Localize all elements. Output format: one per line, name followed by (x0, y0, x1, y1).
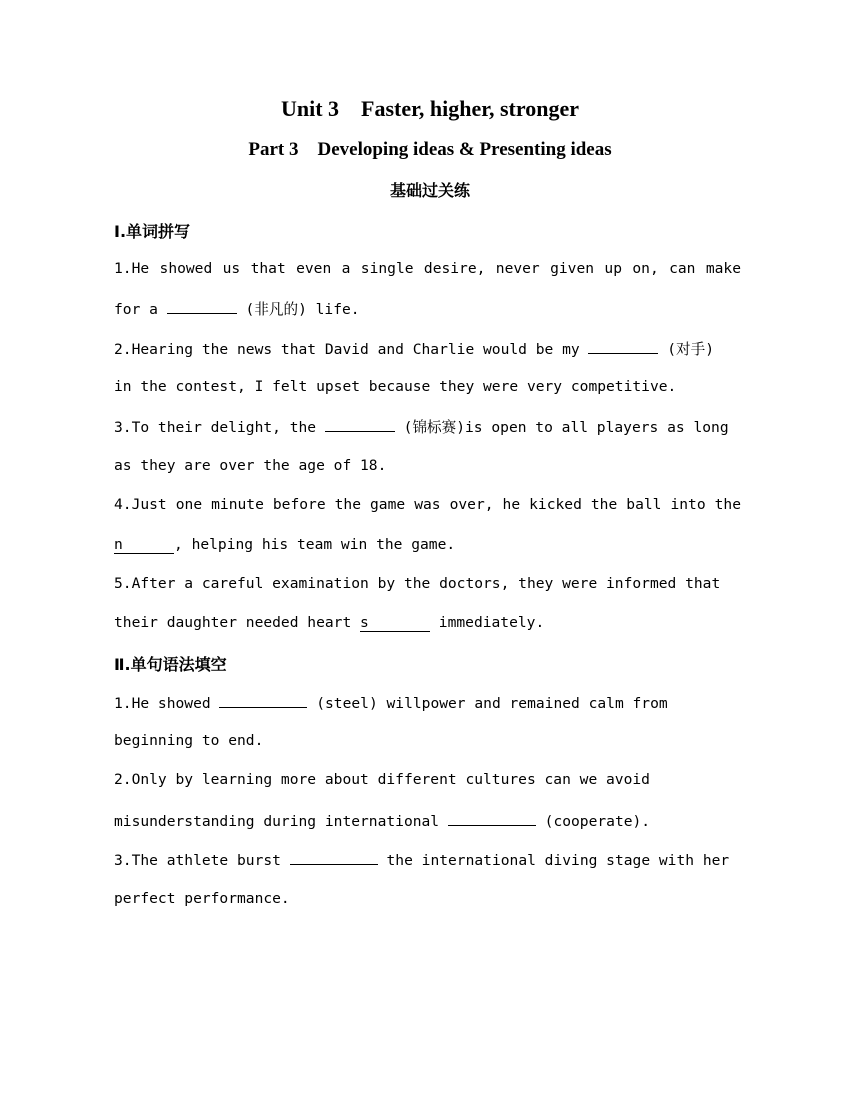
s1-q5-line2: their daughter needed heart s immediately. (114, 614, 545, 631)
s1-q1-line1: 1.He showed us that even a single desire, never given up on, can make (114, 260, 741, 277)
answer-blank[interactable] (448, 810, 536, 826)
s1-q4-line1: 4.Just one minute before the game was over, he kicked the ball into the (114, 496, 741, 513)
s2-q3-line1: 3.The athlete burst the international diving stage with her (114, 849, 729, 871)
answer-blank[interactable] (167, 298, 237, 314)
answer-blank[interactable] (588, 338, 658, 354)
exercise-subtitle: 基础过关练 (389, 181, 470, 200)
section-1-heading: Ⅰ.单词拼写 (114, 222, 191, 241)
s1-q2-line1: 2.Hearing the news that David and Charlie would be my (对手) (114, 338, 714, 360)
answer-blank[interactable] (325, 416, 395, 432)
s2-q2-line1: 2.Only by learning more about different cultures can we avoid (114, 771, 650, 788)
s1-q1-line2: for a (非凡的) life. (114, 298, 360, 320)
s2-q3-line2: perfect performance. (114, 890, 290, 907)
s1-q3-line2: as they are over the age of 18. (114, 457, 387, 474)
answer-blank[interactable] (219, 692, 307, 708)
section-2-heading: Ⅱ.单句语法填空 (114, 655, 227, 674)
part-title: Part 3 Developing ideas & Presenting ideas (248, 139, 612, 160)
s2-q1-line2: beginning to end. (114, 732, 264, 749)
s1-q5-line1: 5.After a careful examination by the doctors, they were informed that (114, 575, 721, 592)
unit-title: Unit 3 Faster, higher, stronger (280, 96, 579, 121)
s1-q2-line2: in the contest, I felt upset because they were very competitive. (114, 378, 677, 395)
answer-blank[interactable]: s (360, 614, 430, 632)
s1-q3-line1: 3.To their delight, the (锦标赛)is open to all players as long (114, 416, 729, 438)
answer-blank[interactable]: n (114, 536, 174, 554)
s2-q1-line1: 1.He showed (steel) willpower and remained calm from (114, 692, 668, 714)
s2-q2-line2: misunderstanding during international (cooperate). (114, 810, 650, 832)
answer-blank[interactable] (290, 849, 378, 865)
s1-q4-line2: n , helping his team win the game. (114, 536, 456, 553)
